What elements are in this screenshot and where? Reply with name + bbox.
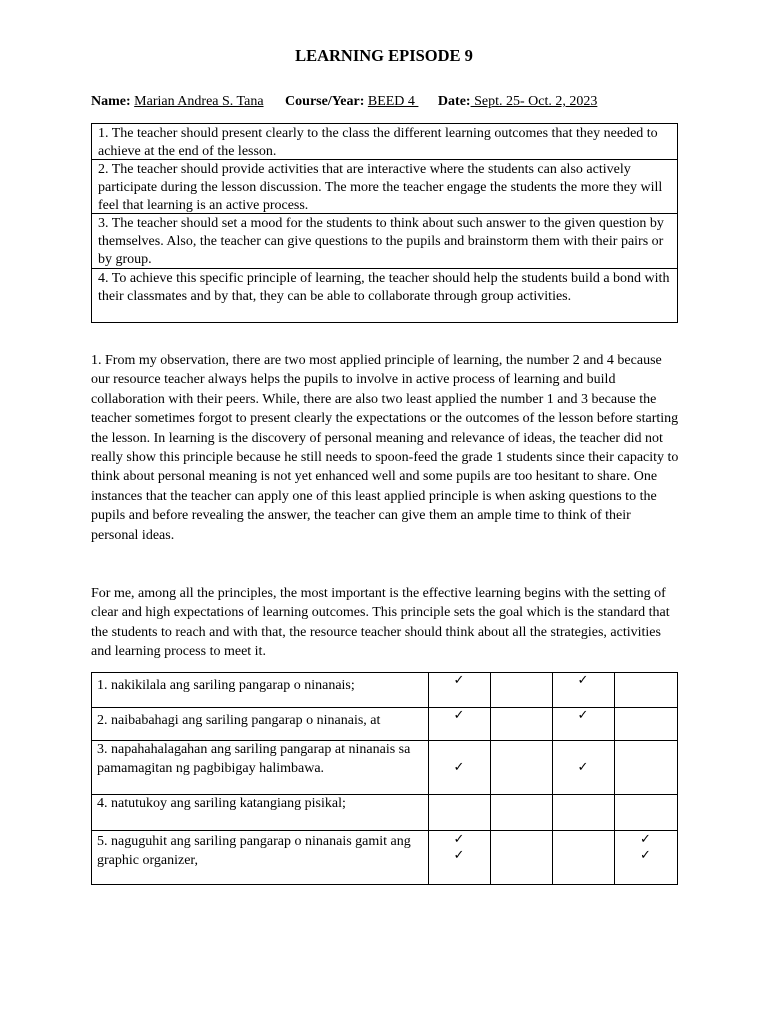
check-mark: ✓ xyxy=(577,708,589,723)
check-mark: ✓ xyxy=(577,760,589,775)
observation-paragraph: 1. From my observation, there are two most applied principle of learning, the number 2 and 4 because our resource teacher always helps the pupils to involve in active process of learning and build collaboration with their peers. While, there are also two least applied the number 1 and 3 because the teacher sometimes forgot to present clearly the expectations or the outcomes of the lesson before starting the lesson. In learning is the discovery of personal meaning and relevance of ideas, the teacher did not really show this principle because he still needs to spoon-feed the grade 1 students since their capacity to think about personal meaning is not yet enhanced well and some pupils are too hesitant to share. One instances that the teacher can apply one of this least applied principle is when asking questions to the pupils and before revealing the answer, the teacher can give them an ample time to think of their personal ideas. xyxy=(91,353,679,543)
date-label: Date: xyxy=(437,94,471,109)
table-rule xyxy=(91,884,678,885)
table-rule xyxy=(490,672,491,885)
table-rule xyxy=(677,672,678,885)
objectives-table xyxy=(91,672,678,885)
table-rule xyxy=(428,672,429,885)
header-info xyxy=(91,93,597,111)
table-rule xyxy=(91,707,678,708)
check-mark: ✓ xyxy=(453,708,465,723)
objective-text: 4. natutukoy ang sariling katangiang pisikal; xyxy=(97,796,346,811)
course-label: Course/Year: xyxy=(285,94,365,109)
table-rule xyxy=(91,672,92,885)
objective-text: 1. nakikilala ang sariling pangarap o ninanais; xyxy=(97,678,355,693)
date-value: Sept. 25- Oct. 2, 2023 xyxy=(470,94,598,109)
check-mark: ✓ xyxy=(640,832,651,847)
check-mark: ✓ xyxy=(453,760,465,775)
course-value: BEED 4 xyxy=(367,94,419,109)
check-mark: ✓ xyxy=(577,673,589,688)
check-mark: ✓ xyxy=(453,848,465,863)
principles-table xyxy=(91,123,678,323)
principle-row: 2. The teacher should provide activities that are interactive where the students can also actively participate during the lesson discussion. The more the teacher engage the students the more they will feel that learning is an active process. xyxy=(92,160,677,214)
table-rule xyxy=(552,672,553,885)
objective-text: 5. naguguhit ang sariling pangarap o ninanais gamit ang graphic organizer, xyxy=(97,834,411,868)
check-mark: ✓ xyxy=(640,848,651,863)
reflection-paragraph: For me, among all the principles, the most important is the effective learning begins with the setting of clear and high expectations of learning outcomes. This principle sets the goal which is the standard that the students to reach and with that, the resource teacher should think about all the strategies, activities and learning process to meet it. xyxy=(91,586,670,660)
page-title: LEARNING EPISODE 9 xyxy=(295,46,473,65)
table-rule xyxy=(91,830,678,831)
objective-text: 2. naibabahagi ang sariling pangarap o ninanais, at xyxy=(97,713,381,728)
name-label: Name: xyxy=(91,94,131,109)
table-rule xyxy=(91,672,678,673)
objective-text: 3. napahahalagahan ang sariling pangarap at ninanais sa pamamagitan ng pagbibigay halimbawa. xyxy=(97,742,411,776)
check-mark: ✓ xyxy=(453,673,465,688)
table-rule xyxy=(614,672,615,885)
principle-row: 4. To achieve this specific principle of learning, the teacher should help the students build a bond with their classmates and by that, they can be able to collaborate through group activities. xyxy=(98,271,670,304)
check-mark: ✓ xyxy=(453,832,465,847)
principle-row: 3. The teacher should set a mood for the students to think about such answer to the given question by themselves. Also, the teacher can give questions to the pupils and brainstorm them with their pairs or by group. xyxy=(92,214,677,269)
name-value: Marian Andrea S. Tana xyxy=(134,94,264,109)
principle-row: 1. The teacher should present clearly to the class the different learning outcomes that they needed to achieve at the end of the lesson. xyxy=(92,124,677,160)
